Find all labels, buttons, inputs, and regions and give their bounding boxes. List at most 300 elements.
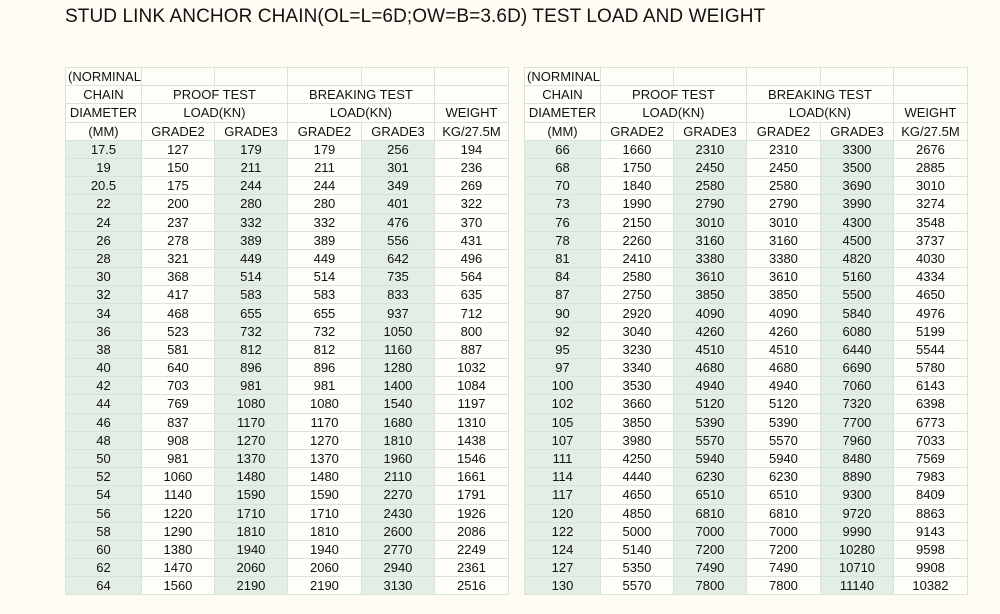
weight-cell: 322 xyxy=(434,195,508,213)
breaking-grade2-cell: 7000 xyxy=(746,522,820,540)
breaking-grade3-cell: 2270 xyxy=(361,486,434,504)
diameter-cell: 58 xyxy=(66,522,142,540)
breaking-grade3-cell: 556 xyxy=(361,231,434,249)
breaking-grade3-cell: 3990 xyxy=(820,195,893,213)
proof-grade3-cell: 332 xyxy=(214,213,287,231)
diameter-cell: 66 xyxy=(525,140,601,158)
breaking-grade2-cell: 5390 xyxy=(746,413,820,431)
proof-grade3-cell: 2450 xyxy=(673,158,746,176)
breaking-grade2-cell: 7800 xyxy=(746,577,820,595)
breaking-grade3-cell: 3500 xyxy=(820,158,893,176)
weight-cell: 1546 xyxy=(434,449,508,467)
table-row xyxy=(66,522,509,540)
header-row xyxy=(66,104,509,122)
proof-grade2-cell: 1220 xyxy=(141,504,214,522)
proof-grade2-cell: 468 xyxy=(141,304,214,322)
breaking-grade3-cell: 1540 xyxy=(361,395,434,413)
diameter-cell: 73 xyxy=(525,195,601,213)
breaking-grade3-cell: 6080 xyxy=(820,322,893,340)
weight-cell: 236 xyxy=(434,158,508,176)
weight-cell: 2885 xyxy=(893,158,967,176)
proof-grade3-cell: 3850 xyxy=(673,286,746,304)
header-row xyxy=(525,68,968,86)
breaking-grade2-cell: 244 xyxy=(287,177,361,195)
header-mm: (MM) xyxy=(66,122,142,140)
proof-grade3-cell: 1080 xyxy=(214,395,287,413)
table-row xyxy=(525,322,968,340)
proof-grade3-cell: 1370 xyxy=(214,449,287,467)
proof-grade2-cell: 1990 xyxy=(600,195,673,213)
breaking-grade3-cell: 735 xyxy=(361,268,434,286)
table-row xyxy=(66,158,509,176)
weight-cell: 8863 xyxy=(893,504,967,522)
proof-grade2-cell: 5350 xyxy=(600,559,673,577)
diameter-cell: 20.5 xyxy=(66,177,142,195)
proof-grade3-cell: 5390 xyxy=(673,413,746,431)
breaking-grade3-cell: 3300 xyxy=(820,140,893,158)
proof-grade3-cell: 3610 xyxy=(673,268,746,286)
table-row xyxy=(66,377,509,395)
weight-cell: 9598 xyxy=(893,540,967,558)
weight-cell: 2249 xyxy=(434,540,508,558)
table-row xyxy=(66,395,509,413)
weight-cell: 5780 xyxy=(893,359,967,377)
breaking-grade3-cell: 1400 xyxy=(361,377,434,395)
weight-cell: 6773 xyxy=(893,413,967,431)
breaking-grade3-cell: 7320 xyxy=(820,395,893,413)
diameter-cell: 54 xyxy=(66,486,142,504)
proof-grade2-cell: 3530 xyxy=(600,377,673,395)
breaking-grade3-cell: 8480 xyxy=(820,449,893,467)
breaking-grade3-cell: 1960 xyxy=(361,449,434,467)
breaking-grade2-cell: 5120 xyxy=(746,395,820,413)
breaking-grade2-cell: 3380 xyxy=(746,249,820,267)
proof-grade3-cell: 2310 xyxy=(673,140,746,158)
weight-cell: 6398 xyxy=(893,395,967,413)
weight-cell: 712 xyxy=(434,304,508,322)
proof-grade2-cell: 3660 xyxy=(600,395,673,413)
breaking-grade3-cell: 7060 xyxy=(820,377,893,395)
weight-cell: 496 xyxy=(434,249,508,267)
weight-cell: 635 xyxy=(434,286,508,304)
diameter-cell: 122 xyxy=(525,522,601,540)
proof-grade2-cell: 2150 xyxy=(600,213,673,231)
proof-grade2-cell: 3340 xyxy=(600,359,673,377)
table-row xyxy=(66,559,509,577)
table-row xyxy=(66,449,509,467)
weight-cell: 194 xyxy=(434,140,508,158)
breaking-grade3-cell: 1810 xyxy=(361,431,434,449)
table-row xyxy=(66,359,509,377)
header-blank-cell xyxy=(361,68,434,86)
proof-grade2-cell: 981 xyxy=(141,449,214,467)
weight-cell: 4334 xyxy=(893,268,967,286)
breaking-grade3-cell: 5840 xyxy=(820,304,893,322)
table-row xyxy=(66,286,509,304)
proof-grade2-cell: 368 xyxy=(141,268,214,286)
table-row xyxy=(525,395,968,413)
weight-cell: 7033 xyxy=(893,431,967,449)
proof-grade2-cell: 3040 xyxy=(600,322,673,340)
header-blank-cell xyxy=(600,68,673,86)
proof-grade3-cell: 1940 xyxy=(214,540,287,558)
header-weight: WEIGHT xyxy=(434,104,508,122)
proof-grade2-cell: 837 xyxy=(141,413,214,431)
proof-grade3-cell: 1710 xyxy=(214,504,287,522)
diameter-cell: 124 xyxy=(525,540,601,558)
proof-grade3-cell: 7490 xyxy=(673,559,746,577)
header-row xyxy=(525,122,968,140)
diameter-cell: 64 xyxy=(66,577,142,595)
header-breaking-test: BREAKING TEST xyxy=(287,86,434,104)
header-chain: CHAIN xyxy=(525,86,601,104)
table-row xyxy=(66,268,509,286)
diameter-cell: 22 xyxy=(66,195,142,213)
proof-grade2-cell: 200 xyxy=(141,195,214,213)
header-breaking-grade3: GRADE3 xyxy=(361,122,434,140)
breaking-grade3-cell: 7960 xyxy=(820,431,893,449)
weight-cell: 1032 xyxy=(434,359,508,377)
diameter-cell: 70 xyxy=(525,177,601,195)
weight-cell: 800 xyxy=(434,322,508,340)
proof-grade3-cell: 179 xyxy=(214,140,287,158)
proof-grade3-cell: 583 xyxy=(214,286,287,304)
proof-grade3-cell: 211 xyxy=(214,158,287,176)
breaking-grade2-cell: 5570 xyxy=(746,431,820,449)
table-row xyxy=(525,377,968,395)
table-right xyxy=(524,67,968,595)
proof-grade2-cell: 2410 xyxy=(600,249,673,267)
header-blank-cell xyxy=(214,68,287,86)
proof-grade3-cell: 7200 xyxy=(673,540,746,558)
proof-grade2-cell: 4650 xyxy=(600,486,673,504)
header-proof-grade2: GRADE2 xyxy=(600,122,673,140)
page-title: STUD LINK ANCHOR CHAIN(OL=L=6D;OW=B=3.6D) TEST LOAD AND WEIGHT xyxy=(65,6,766,27)
proof-grade3-cell: 4090 xyxy=(673,304,746,322)
breaking-grade2-cell: 332 xyxy=(287,213,361,231)
proof-grade2-cell: 703 xyxy=(141,377,214,395)
proof-grade3-cell: 4510 xyxy=(673,340,746,358)
breaking-grade2-cell: 6230 xyxy=(746,468,820,486)
weight-cell: 4030 xyxy=(893,249,967,267)
breaking-grade2-cell: 3160 xyxy=(746,231,820,249)
table-row xyxy=(525,286,968,304)
breaking-grade3-cell: 9300 xyxy=(820,486,893,504)
diameter-cell: 81 xyxy=(525,249,601,267)
proof-grade2-cell: 1290 xyxy=(141,522,214,540)
proof-grade2-cell: 769 xyxy=(141,395,214,413)
breaking-grade3-cell: 3130 xyxy=(361,577,434,595)
breaking-grade2-cell: 812 xyxy=(287,340,361,358)
weight-cell: 2676 xyxy=(893,140,967,158)
proof-grade3-cell: 449 xyxy=(214,249,287,267)
breaking-grade3-cell: 1680 xyxy=(361,413,434,431)
weight-cell: 7569 xyxy=(893,449,967,467)
proof-grade2-cell: 237 xyxy=(141,213,214,231)
proof-grade3-cell: 1270 xyxy=(214,431,287,449)
breaking-grade2-cell: 1810 xyxy=(287,522,361,540)
header-blank-cell xyxy=(141,68,214,86)
proof-grade3-cell: 4680 xyxy=(673,359,746,377)
weight-cell: 1438 xyxy=(434,431,508,449)
proof-grade2-cell: 4250 xyxy=(600,449,673,467)
proof-grade2-cell: 4440 xyxy=(600,468,673,486)
proof-grade3-cell: 2060 xyxy=(214,559,287,577)
proof-grade2-cell: 321 xyxy=(141,249,214,267)
breaking-grade3-cell: 301 xyxy=(361,158,434,176)
table-row xyxy=(66,322,509,340)
weight-cell: 7983 xyxy=(893,468,967,486)
proof-grade3-cell: 2790 xyxy=(673,195,746,213)
weight-cell: 1310 xyxy=(434,413,508,431)
breaking-grade3-cell: 2430 xyxy=(361,504,434,522)
proof-grade3-cell: 5940 xyxy=(673,449,746,467)
breaking-grade2-cell: 179 xyxy=(287,140,361,158)
diameter-cell: 78 xyxy=(525,231,601,249)
breaking-grade2-cell: 1370 xyxy=(287,449,361,467)
table-row xyxy=(66,577,509,595)
diameter-cell: 38 xyxy=(66,340,142,358)
proof-grade2-cell: 278 xyxy=(141,231,214,249)
diameter-cell: 87 xyxy=(525,286,601,304)
proof-grade2-cell: 1750 xyxy=(600,158,673,176)
weight-cell: 10382 xyxy=(893,577,967,595)
header-breaking-load: LOAD(KN) xyxy=(746,104,893,122)
table-row xyxy=(525,158,968,176)
diameter-cell: 97 xyxy=(525,359,601,377)
breaking-grade2-cell: 2310 xyxy=(746,140,820,158)
proof-grade3-cell: 7800 xyxy=(673,577,746,595)
proof-grade3-cell: 280 xyxy=(214,195,287,213)
table-row xyxy=(66,486,509,504)
proof-grade3-cell: 732 xyxy=(214,322,287,340)
table-row xyxy=(66,431,509,449)
breaking-grade3-cell: 4500 xyxy=(820,231,893,249)
diameter-cell: 95 xyxy=(525,340,601,358)
weight-cell: 1791 xyxy=(434,486,508,504)
breaking-grade3-cell: 1050 xyxy=(361,322,434,340)
header-breaking-load: LOAD(KN) xyxy=(287,104,434,122)
breaking-grade3-cell: 5500 xyxy=(820,286,893,304)
breaking-grade2-cell: 211 xyxy=(287,158,361,176)
proof-grade2-cell: 523 xyxy=(141,322,214,340)
breaking-grade3-cell: 2940 xyxy=(361,559,434,577)
proof-grade2-cell: 1660 xyxy=(600,140,673,158)
table-row xyxy=(66,413,509,431)
proof-grade3-cell: 3010 xyxy=(673,213,746,231)
header-blank-cell xyxy=(820,68,893,86)
table-left xyxy=(65,67,509,595)
breaking-grade3-cell: 2600 xyxy=(361,522,434,540)
header-row xyxy=(525,86,968,104)
proof-grade3-cell: 812 xyxy=(214,340,287,358)
breaking-grade3-cell: 4300 xyxy=(820,213,893,231)
header-proof-load: LOAD(KN) xyxy=(141,104,287,122)
header-proof-test: PROOF TEST xyxy=(141,86,287,104)
weight-cell: 9908 xyxy=(893,559,967,577)
breaking-grade3-cell: 833 xyxy=(361,286,434,304)
diameter-cell: 48 xyxy=(66,431,142,449)
header-weight-unit: KG/27.5M xyxy=(434,122,508,140)
table-row xyxy=(525,195,968,213)
breaking-grade3-cell: 6690 xyxy=(820,359,893,377)
table-row xyxy=(525,486,968,504)
table-row xyxy=(525,540,968,558)
breaking-grade3-cell: 7700 xyxy=(820,413,893,431)
weight-cell: 564 xyxy=(434,268,508,286)
breaking-grade3-cell: 937 xyxy=(361,304,434,322)
proof-grade2-cell: 175 xyxy=(141,177,214,195)
header-proof-grade3: GRADE3 xyxy=(214,122,287,140)
proof-grade3-cell: 655 xyxy=(214,304,287,322)
proof-grade2-cell: 3850 xyxy=(600,413,673,431)
table-row xyxy=(66,249,509,267)
proof-grade2-cell: 1380 xyxy=(141,540,214,558)
breaking-grade2-cell: 655 xyxy=(287,304,361,322)
weight-cell: 370 xyxy=(434,213,508,231)
header-blank-cell xyxy=(287,68,361,86)
weight-cell: 3548 xyxy=(893,213,967,231)
proof-grade3-cell: 4940 xyxy=(673,377,746,395)
header-proof-load: LOAD(KN) xyxy=(600,104,746,122)
diameter-cell: 56 xyxy=(66,504,142,522)
breaking-grade2-cell: 732 xyxy=(287,322,361,340)
table-row xyxy=(525,522,968,540)
diameter-cell: 90 xyxy=(525,304,601,322)
weight-cell: 431 xyxy=(434,231,508,249)
table-row xyxy=(525,468,968,486)
breaking-grade3-cell: 1160 xyxy=(361,340,434,358)
header-row xyxy=(66,68,509,86)
proof-grade2-cell: 581 xyxy=(141,340,214,358)
breaking-grade2-cell: 514 xyxy=(287,268,361,286)
diameter-cell: 44 xyxy=(66,395,142,413)
diameter-cell: 60 xyxy=(66,540,142,558)
proof-grade2-cell: 2260 xyxy=(600,231,673,249)
proof-grade3-cell: 6510 xyxy=(673,486,746,504)
diameter-cell: 114 xyxy=(525,468,601,486)
table-row xyxy=(525,431,968,449)
breaking-grade2-cell: 7490 xyxy=(746,559,820,577)
weight-cell: 8409 xyxy=(893,486,967,504)
proof-grade3-cell: 3160 xyxy=(673,231,746,249)
diameter-cell: 34 xyxy=(66,304,142,322)
breaking-grade2-cell: 3610 xyxy=(746,268,820,286)
diameter-cell: 127 xyxy=(525,559,601,577)
diameter-cell: 42 xyxy=(66,377,142,395)
breaking-grade3-cell: 8890 xyxy=(820,468,893,486)
proof-grade2-cell: 908 xyxy=(141,431,214,449)
weight-cell: 4650 xyxy=(893,286,967,304)
diameter-cell: 17.5 xyxy=(66,140,142,158)
breaking-grade2-cell: 1270 xyxy=(287,431,361,449)
weight-cell: 6143 xyxy=(893,377,967,395)
weight-cell: 5544 xyxy=(893,340,967,358)
header-proof-grade3: GRADE3 xyxy=(673,122,746,140)
diameter-cell: 111 xyxy=(525,449,601,467)
weight-cell: 9143 xyxy=(893,522,967,540)
breaking-grade2-cell: 4260 xyxy=(746,322,820,340)
table-row xyxy=(525,504,968,522)
header-row xyxy=(66,122,509,140)
breaking-grade3-cell: 256 xyxy=(361,140,434,158)
diameter-cell: 28 xyxy=(66,249,142,267)
proof-grade3-cell: 1480 xyxy=(214,468,287,486)
proof-grade2-cell: 417 xyxy=(141,286,214,304)
header-chain: CHAIN xyxy=(66,86,142,104)
table-row xyxy=(525,249,968,267)
breaking-grade2-cell: 6810 xyxy=(746,504,820,522)
diameter-cell: 19 xyxy=(66,158,142,176)
breaking-grade3-cell: 9720 xyxy=(820,504,893,522)
proof-grade2-cell: 1840 xyxy=(600,177,673,195)
weight-cell: 3737 xyxy=(893,231,967,249)
table-row xyxy=(525,359,968,377)
proof-grade3-cell: 3380 xyxy=(673,249,746,267)
table-row xyxy=(66,177,509,195)
proof-grade3-cell: 244 xyxy=(214,177,287,195)
proof-grade3-cell: 896 xyxy=(214,359,287,377)
breaking-grade3-cell: 2770 xyxy=(361,540,434,558)
proof-grade3-cell: 981 xyxy=(214,377,287,395)
table-row xyxy=(525,340,968,358)
table-row xyxy=(525,449,968,467)
table-row xyxy=(525,577,968,595)
breaking-grade2-cell: 5940 xyxy=(746,449,820,467)
breaking-grade2-cell: 2060 xyxy=(287,559,361,577)
proof-grade2-cell: 1140 xyxy=(141,486,214,504)
breaking-grade3-cell: 1280 xyxy=(361,359,434,377)
breaking-grade2-cell: 3010 xyxy=(746,213,820,231)
table-row xyxy=(525,213,968,231)
breaking-grade2-cell: 389 xyxy=(287,231,361,249)
breaking-grade2-cell: 280 xyxy=(287,195,361,213)
header-blank-cell xyxy=(893,68,967,86)
proof-grade2-cell: 3230 xyxy=(600,340,673,358)
weight-cell: 5199 xyxy=(893,322,967,340)
diameter-cell: 100 xyxy=(525,377,601,395)
weight-cell: 2361 xyxy=(434,559,508,577)
diameter-cell: 50 xyxy=(66,449,142,467)
table-row xyxy=(66,140,509,158)
breaking-grade3-cell: 6440 xyxy=(820,340,893,358)
weight-cell: 1926 xyxy=(434,504,508,522)
diameter-cell: 62 xyxy=(66,559,142,577)
header-weight-unit: KG/27.5M xyxy=(893,122,967,140)
breaking-grade2-cell: 1480 xyxy=(287,468,361,486)
weight-cell: 269 xyxy=(434,177,508,195)
table-row xyxy=(525,177,968,195)
header-blank-cell xyxy=(893,86,967,104)
diameter-cell: 68 xyxy=(525,158,601,176)
weight-cell: 887 xyxy=(434,340,508,358)
breaking-grade2-cell: 1170 xyxy=(287,413,361,431)
proof-grade3-cell: 5120 xyxy=(673,395,746,413)
breaking-grade2-cell: 4510 xyxy=(746,340,820,358)
breaking-grade3-cell: 349 xyxy=(361,177,434,195)
breaking-grade3-cell: 401 xyxy=(361,195,434,213)
proof-grade2-cell: 127 xyxy=(141,140,214,158)
breaking-grade2-cell: 1940 xyxy=(287,540,361,558)
breaking-grade2-cell: 2450 xyxy=(746,158,820,176)
diameter-cell: 26 xyxy=(66,231,142,249)
proof-grade3-cell: 389 xyxy=(214,231,287,249)
weight-cell: 2086 xyxy=(434,522,508,540)
diameter-cell: 84 xyxy=(525,268,601,286)
header-proof-test: PROOF TEST xyxy=(600,86,746,104)
proof-grade3-cell: 4260 xyxy=(673,322,746,340)
proof-grade2-cell: 5140 xyxy=(600,540,673,558)
